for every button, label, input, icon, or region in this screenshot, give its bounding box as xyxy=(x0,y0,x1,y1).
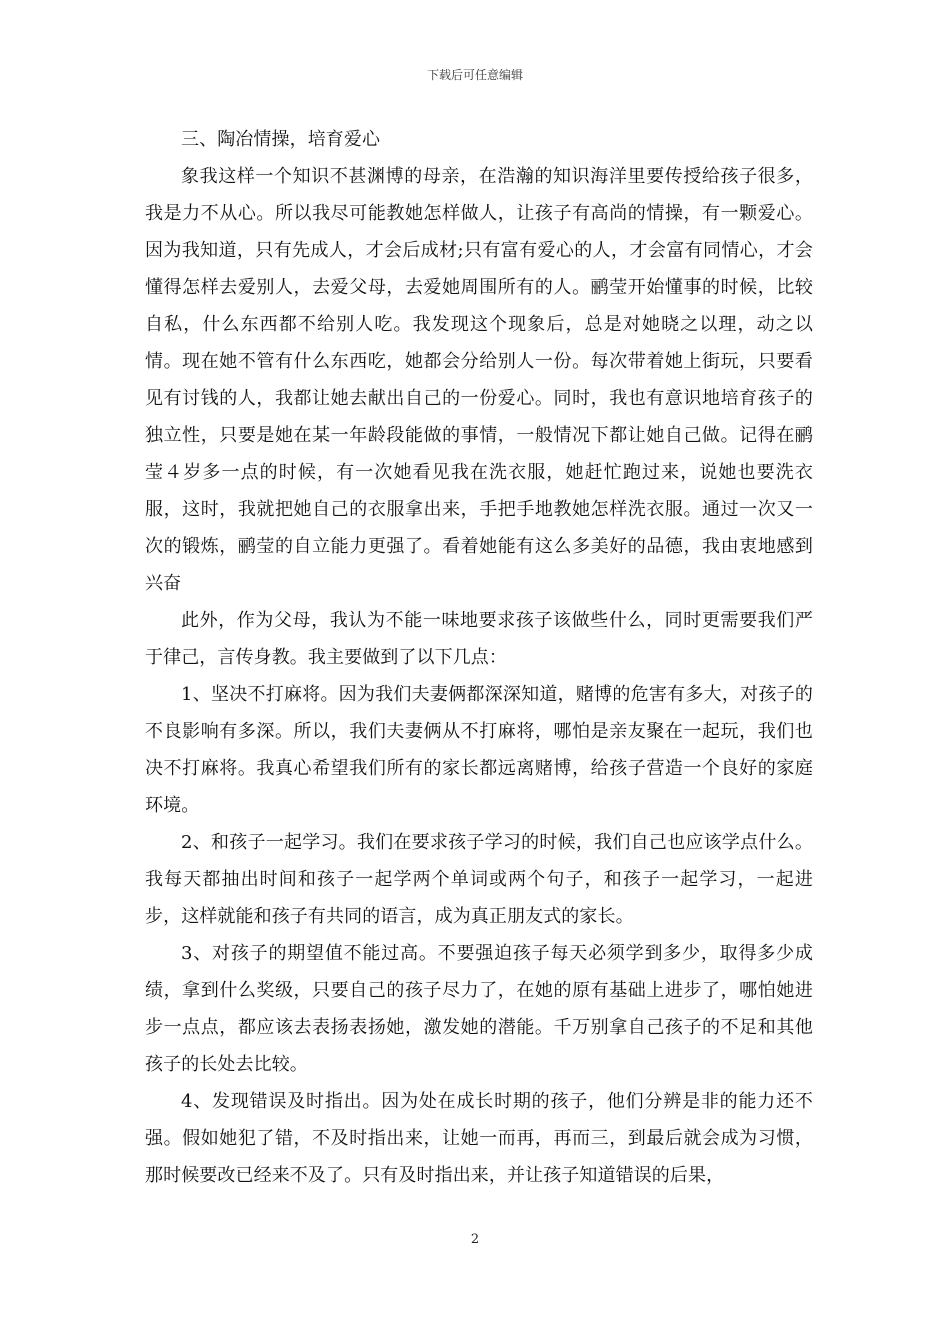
section-heading: 三、陶冶情操，培育爱心 xyxy=(181,129,381,150)
paragraph: 象我这样一个知识不甚渊博的母亲，在浩瀚的知识海洋里要传授给孩子很多，我是力不从心。所以我尽可能教她怎样做人，让孩子有高尚的情操，有一颗爱心。因为我知道，只有先成人，才会后成材;只有富有爱心的人，才会富有同情心，才会懂得怎样去爱别人，去爱父母，去爱她周围所有的人。鹂莹开始懂事的时候，比较自私，什么东西都不给别人吃。我发现这个现象后，总是对她晓之以理，动之以情。现在她不管有什么东西吃，她都会分给别人一份。每次带着她上街玩，只要看见有讨钱的人，我都让她去献出自己的一份爱心。同时，我也有意识地培育孩子的独立性，只要是她在某一年龄段能做的事情，一般情况下都让她自己做。记得在鹂莹４岁多一点的时候，有一次她看见我在洗衣服，她赶忙跑过来，说她也要洗衣服，这时，我就把她自己的衣服拿出来，手把手地教她怎样洗衣服。通过一次又一次的锻炼，鹂莹的自立能力更强了。看着她能有这么多美好的品德，我由衷地感到兴奋 xyxy=(145,166,813,594)
page-number: 2 xyxy=(470,1232,480,1247)
page-header: 下载后可任意编辑 xyxy=(426,68,523,82)
paragraph: 2、和孩子一起学习。我们在要求孩子学习的时候，我们自己也应该学点什么。我每天都抽出时间和孩子一起学两个单词或两个句子，和孩子一起学习，一起进步，这样就能和孩子有共同的语言，成为真正朋友式的家长。 xyxy=(145,832,813,927)
paragraph: 3、对孩子的期望值不能过高。不要强迫孩子每天必须学到多少，取得多少成绩，拿到什么奖级，只要自己的孩子尽力了，在她的原有基础上进步了，哪怕她进步一点点，都应该去表扬表扬她，激发她的潜能。千万别拿自己孩子的不足和其他孩子的长处去比较。 xyxy=(145,943,813,1075)
paragraph: 1、坚决不打麻将。因为我们夫妻俩都深深知道，赌博的危害有多大，对孩子的不良影响有多深。所以，我们夫妻俩从不打麻将，哪怕是亲友聚在一起玩，我们也决不打麻将。我真心希望我们所有的家长都远离赌博，给孩子营造一个良好的家庭环境。 xyxy=(145,684,813,816)
document-body xyxy=(145,121,813,1194)
paragraph: 此外，作为父母，我认为不能一味地要求孩子该做些什么，同时更需要我们严于律己，言传身教。我主要做到了以下几点： xyxy=(145,610,813,668)
paragraph: 4、发现错误及时指出。因为处在成长时期的孩子，他们分辨是非的能力还不强。假如她犯了错，不及时指出来，让她一而再，再而三，到最后就会成为习惯，那时候要改已经来不及了。只有及时指出来，并让孩子知道错误的后果， xyxy=(145,1091,813,1186)
